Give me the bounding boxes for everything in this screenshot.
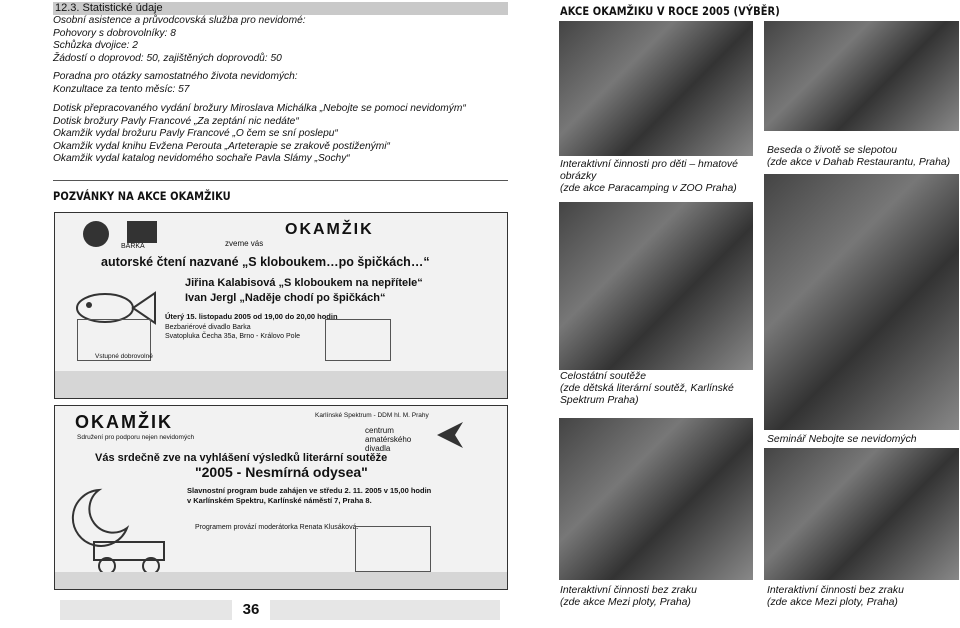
- caption-line: Interaktivní činnosti bez zraku: [767, 585, 904, 596]
- caption-line: (zde akce v Dahab Restaurantu, Praha): [767, 157, 951, 169]
- okamzik-logo-text: OKAMŽIK: [75, 412, 173, 432]
- poster-line-2: Ivan Jergl „Naděje chodí po špičkách“: [185, 292, 386, 304]
- stats-line: Žádostí o doprovod: 50, zajištěných doprovodů: 50: [53, 52, 282, 64]
- page-number: 36: [232, 596, 270, 624]
- counsel-block: [53, 71, 298, 96]
- caption-3: [560, 371, 734, 408]
- poster-sponsor-bar: [55, 572, 508, 590]
- caption-line: (zde akce Mezi ploty, Praha): [767, 597, 898, 609]
- stats-block: [53, 15, 306, 65]
- section-title: 12.3. Statistické údaje: [53, 2, 508, 15]
- caption-line: Interaktivní činnosti pro děti – hmatové: [560, 159, 738, 170]
- stats-line: Schůzka dvojice: 2: [53, 40, 138, 52]
- caption-4: [767, 434, 917, 446]
- counsel-line: Konzultace za tento měsíc: 57: [53, 83, 190, 95]
- caption-line: Beseda o životě se slepotou: [767, 145, 897, 156]
- caption-1: [560, 159, 738, 196]
- poster-info-box: [355, 526, 431, 572]
- poster-date: Úterý 15. listopadu 2005 od 19,00 do 20,00 hodin: [165, 312, 338, 321]
- photo-blindfold-activity-2: [764, 448, 959, 580]
- invitation-poster-2: [54, 405, 508, 590]
- divider: [53, 180, 508, 181]
- poster-venue-1: Bezbariérové divadlo Barka: [165, 324, 251, 331]
- arrow-logo-icon: [435, 420, 465, 450]
- moon-cart-icon: [69, 480, 179, 580]
- poster-date: Slavnostní program bude zahájen ve středu 2. 11. 2005 v 15,00 hodin: [187, 486, 432, 495]
- poster-title: autorské čtení nazvané „S kloboukem…po špičkách…“: [101, 255, 430, 269]
- actions-heading: AKCE OKAMŽIKU V ROCE 2005 (VÝBĚR): [560, 4, 780, 18]
- caption-line: obrázky: [560, 171, 597, 183]
- publication-line: Okamžik vydal knihu Evžena Perouta „Arteterapie se zrakově postiženými“: [53, 140, 390, 152]
- okamzik-logo-text: OKAMŽIK: [285, 221, 374, 238]
- publication-line: Dotisk brožury Pavly Francové „Za zeptání nic nedáte“: [53, 115, 299, 127]
- caption-6: [767, 585, 904, 609]
- poster-venue-2: Svatopluka Čecha 35a, Brno - Královo Pole: [165, 333, 301, 340]
- poster-tagline: Sdružení pro podporu nejen nevidomých: [77, 434, 195, 441]
- poster-title-1: Vás srdečně zve na vyhlášení výsledků literární soutěže: [95, 452, 388, 464]
- caption-line: (zde dětská literární soutěž, Karlínské: [560, 383, 734, 395]
- stats-line: Osobní asistence a průvodcovská služba pro nevidomé:: [53, 15, 306, 26]
- okamzik-logo-icon: [83, 221, 109, 247]
- photo-blindfold-walk: [764, 174, 959, 430]
- publications-block: [53, 103, 466, 166]
- poster-info-box: [325, 319, 391, 361]
- poster-program: Programem provází moderátorka Renata Klusáková.: [195, 524, 359, 531]
- photo-literary-contest: [559, 202, 753, 370]
- caption-line: Seminář Nebojte se nevidomých: [767, 434, 917, 445]
- poster-footer: Vstupné dobrovolné: [95, 353, 153, 360]
- photo-blindfold-activity-1: [559, 418, 753, 580]
- poster-center: centrum amatérského divadla: [365, 426, 412, 453]
- poster-sponsor-bar: [55, 371, 508, 399]
- caption-line: (zde akce Mezi ploty, Praha): [560, 597, 691, 609]
- page-number-band: [60, 600, 500, 620]
- poster-org: Karlínské Spektrum - DDM hl. M. Prahy: [315, 412, 429, 419]
- publication-line: Dotisk přepracovaného vydání brožury Miroslava Michálka „Nebojte se pomoci nevidomým“: [53, 103, 466, 114]
- caption-5: [560, 585, 697, 609]
- poster-venue: v Karlínském Spektru, Karlínské náměstí 7, Praha 8.: [187, 496, 372, 505]
- caption-line: Celostátní soutěže: [560, 371, 647, 382]
- publication-line: Okamžik vydal katalog nevidomého sochaře Pavla Slámy „Sochy“: [53, 153, 350, 165]
- poster-line-1: Jiřina Kalabisová „S kloboukem na nepřítele“: [185, 277, 423, 289]
- invitation-poster-1: [54, 212, 508, 399]
- poster-invite-text: zveme vás: [225, 239, 264, 248]
- barka-logo-icon: [127, 221, 157, 243]
- publication-line: Okamžik vydal brožuru Pavly Francové „O čem se sní poslepu“: [53, 128, 338, 140]
- invitations-heading: POZVÁNKY NA AKCE OKAMŽIKU: [53, 189, 231, 203]
- photo-children-tactile: [559, 21, 753, 156]
- caption-line: Interaktivní činnosti bez zraku: [560, 585, 697, 596]
- counsel-line: Poradna pro otázky samostatného života nevidomých:: [53, 71, 298, 82]
- caption-line: (zde akce Paracamping v ZOO Praha): [560, 183, 737, 195]
- caption-line: Spektrum Praha): [560, 395, 639, 407]
- stats-line: Pohovory s dobrovolníky: 8: [53, 27, 176, 39]
- caption-2: [767, 145, 950, 169]
- barka-logo-text: BARKA: [121, 243, 145, 250]
- photo-restaurant-talk: [764, 21, 959, 131]
- poster-title-2: "2005 - Nesmírná odysea": [195, 464, 368, 480]
